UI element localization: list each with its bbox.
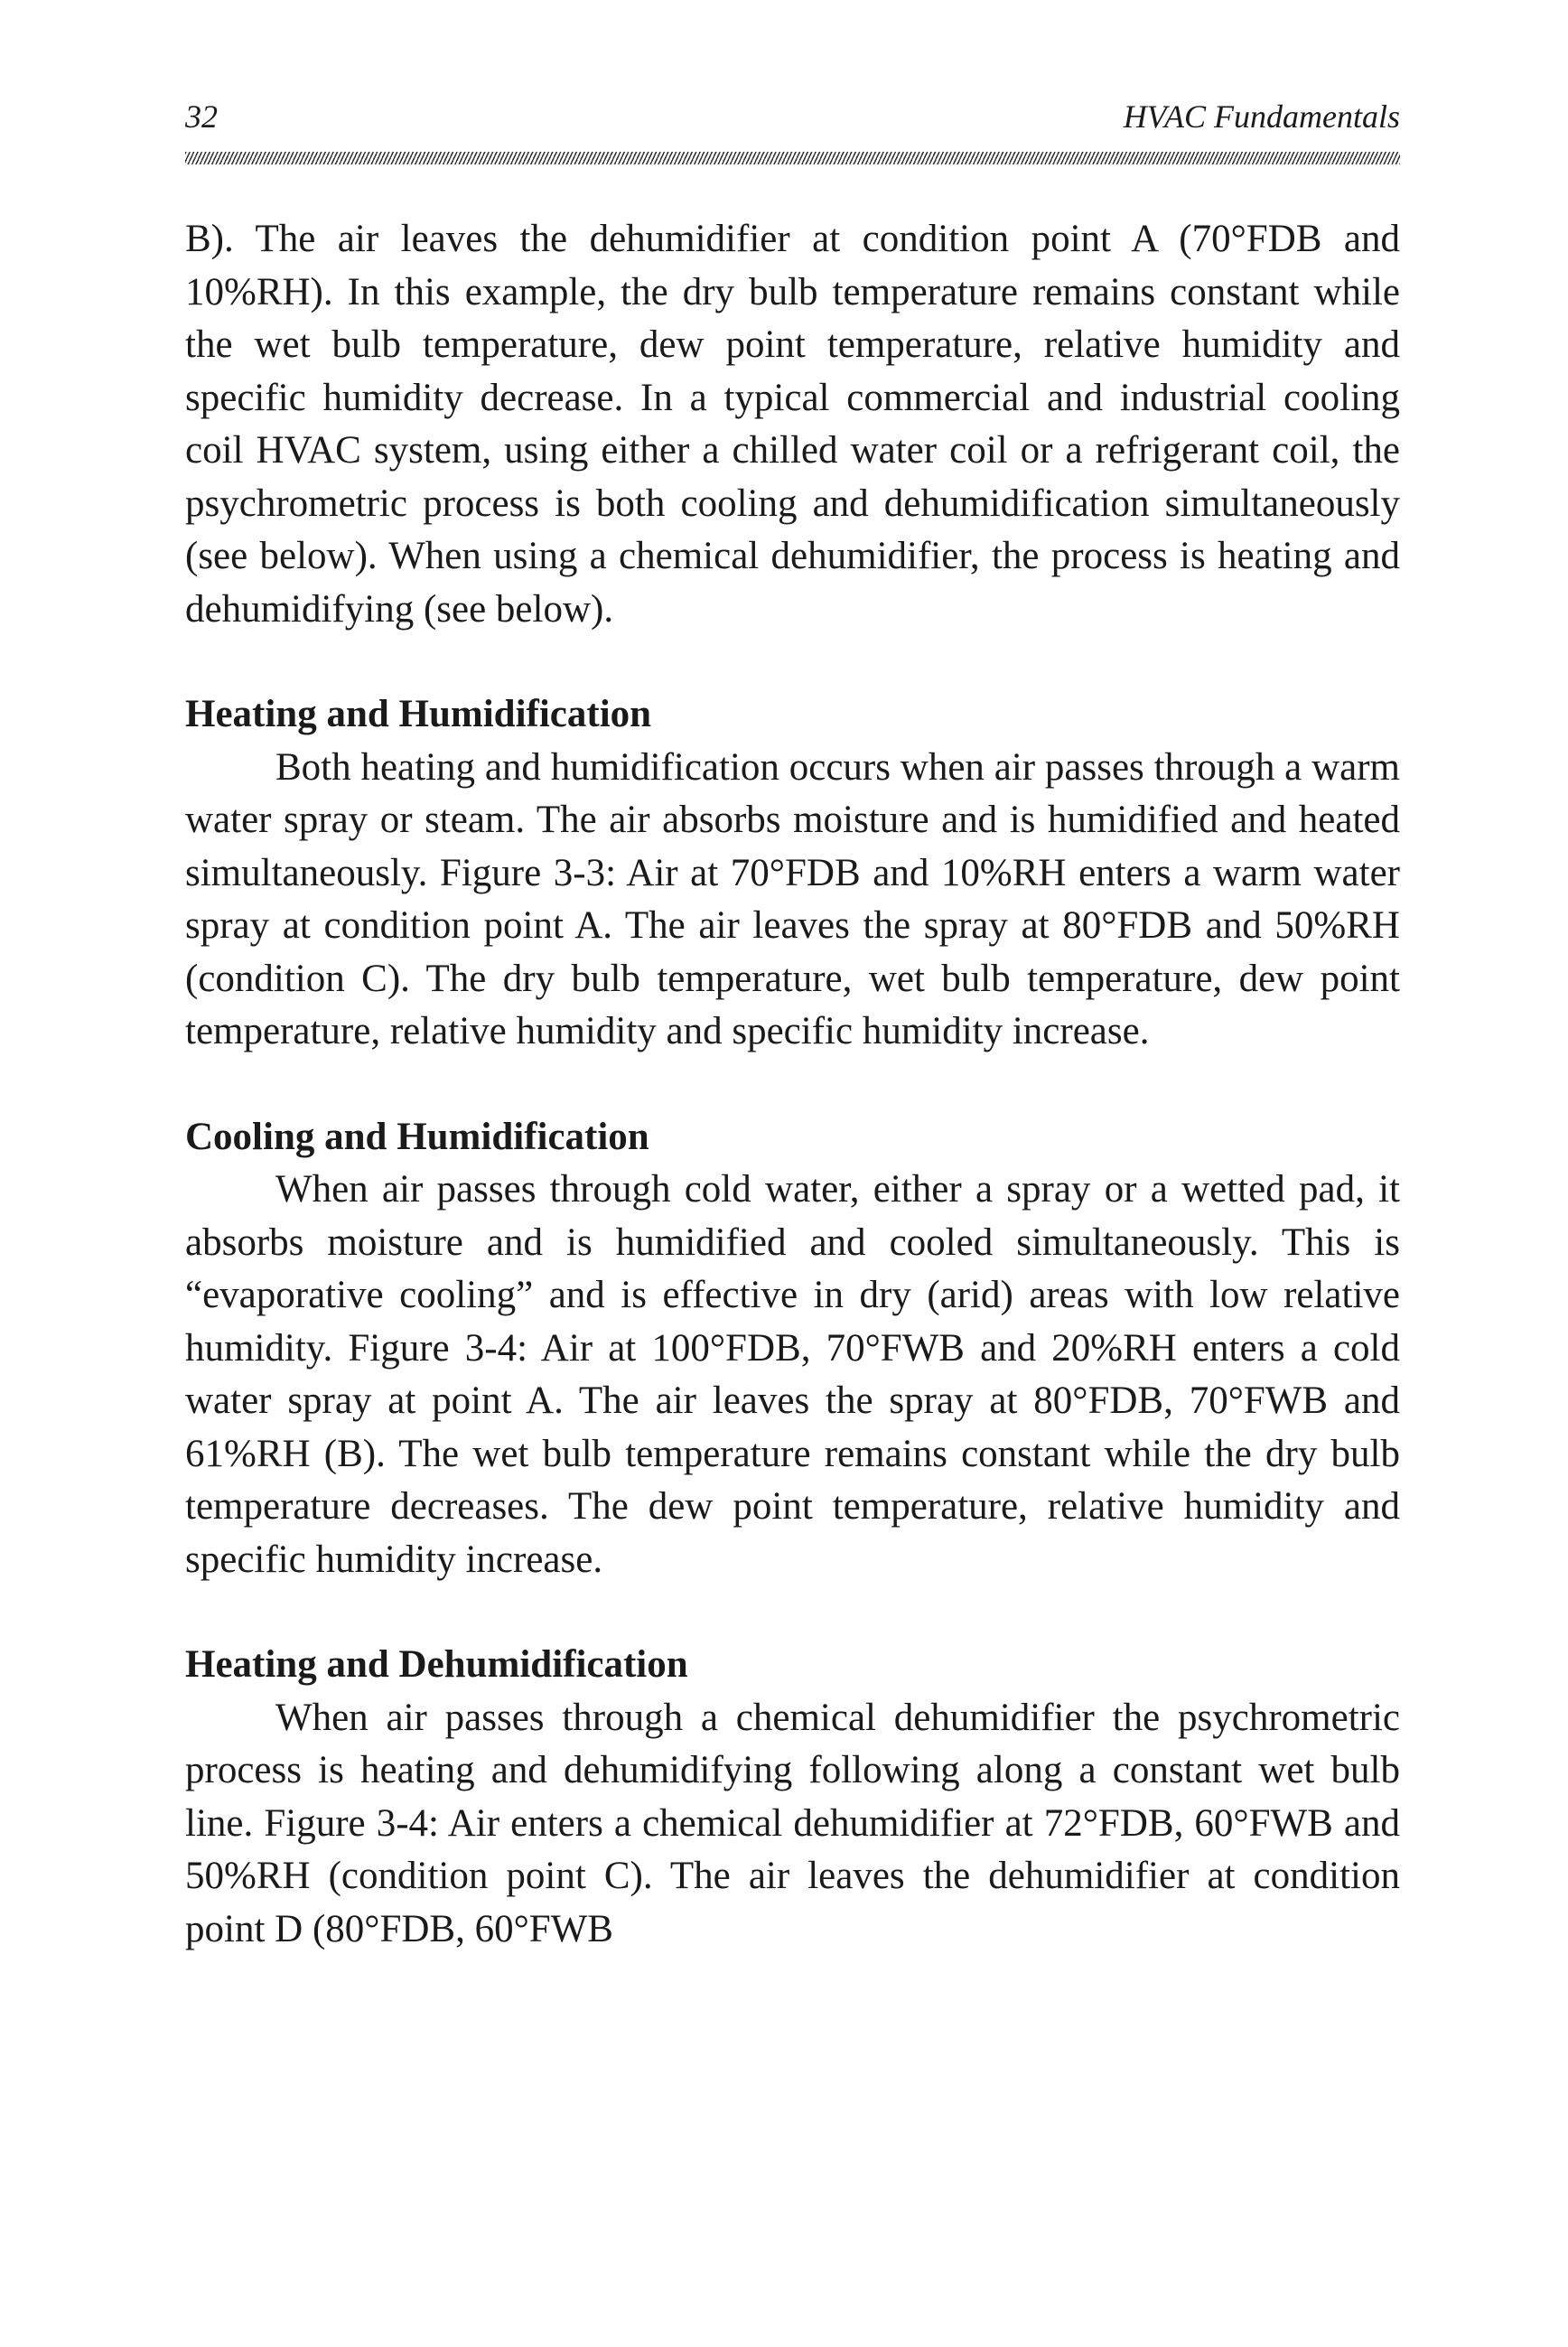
section-heading-cooling-humidification: Cooling and Humidification [185,1115,649,1158]
section-heading-heating-dehumidification: Heating and Dehumidification [185,1643,688,1686]
section-paragraph-cooling-humidification: When air passes through cold water, either a spray or a wetted pad, it absorbs moisture and is humidified and cooled simultaneously. This is “evaporative cooling” and is effective in dry (arid) areas with low relative humidity. Figure 3-4: Air at 100°FDB, 70°FWB and 20%RH enters a cold water spray at point A. The air leaves the spray at 80°FDB, 70°FWB and 61%RH (B). The wet bulb temperature remains constant while the dry bulb temperature decreases. The dew point temperature, relative humidity and specific humidity increase. [185,1168,1400,1581]
section-paragraph-heating-dehumidification: When air passes through a chemical dehumidifier the psychrometric process is heating and dehumidifying following along a constant wet bulb line. Figure 3-4: Air enters a chemical dehumidifier at 72°FDB, 60°FWB and 50%RH (condition point C). The air leaves the dehumidifier at condition point D (80°FDB, 60°FWB [185,1696,1400,1950]
page-number: 32 [185,98,218,135]
section-heading-heating-humidification: Heating and Humidification [185,693,652,735]
body-text [185,213,1400,1956]
page-header [185,98,1400,143]
header-rule [185,152,1400,164]
section-paragraph-heating-humidification: Both heating and humidification occurs when air passes through a warm water spray or steam. The air absorbs moisture and is humidified and heated simultaneously. Figure 3-3: Air at 70°FDB and 10%RH enters a warm water spray at condition point A. The air leaves the spray at 80°FDB and 50%RH (condition C). The dry bulb temperature, wet bulb temperature, dew point temperature, relative humidity and specific humidity increase. [185,745,1400,1052]
intro-paragraph: B). The air leaves the dehumidifier at condition point A (70°FDB and 10%RH). In this example, the dry bulb temperature remains constant while the wet bulb temperature, dew point temperature, relative humidity and specific humidity decrease. In a typical commercial and industrial cooling coil HVAC system, using either a chilled water coil or a refrigerant coil, the psychrometric process is both cooling and dehumidification simultaneously (see below). When using a chemical dehumidifier, the process is heating and dehumidifying (see below). [185,218,1400,631]
running-title: HVAC Fundamentals [1123,98,1400,135]
